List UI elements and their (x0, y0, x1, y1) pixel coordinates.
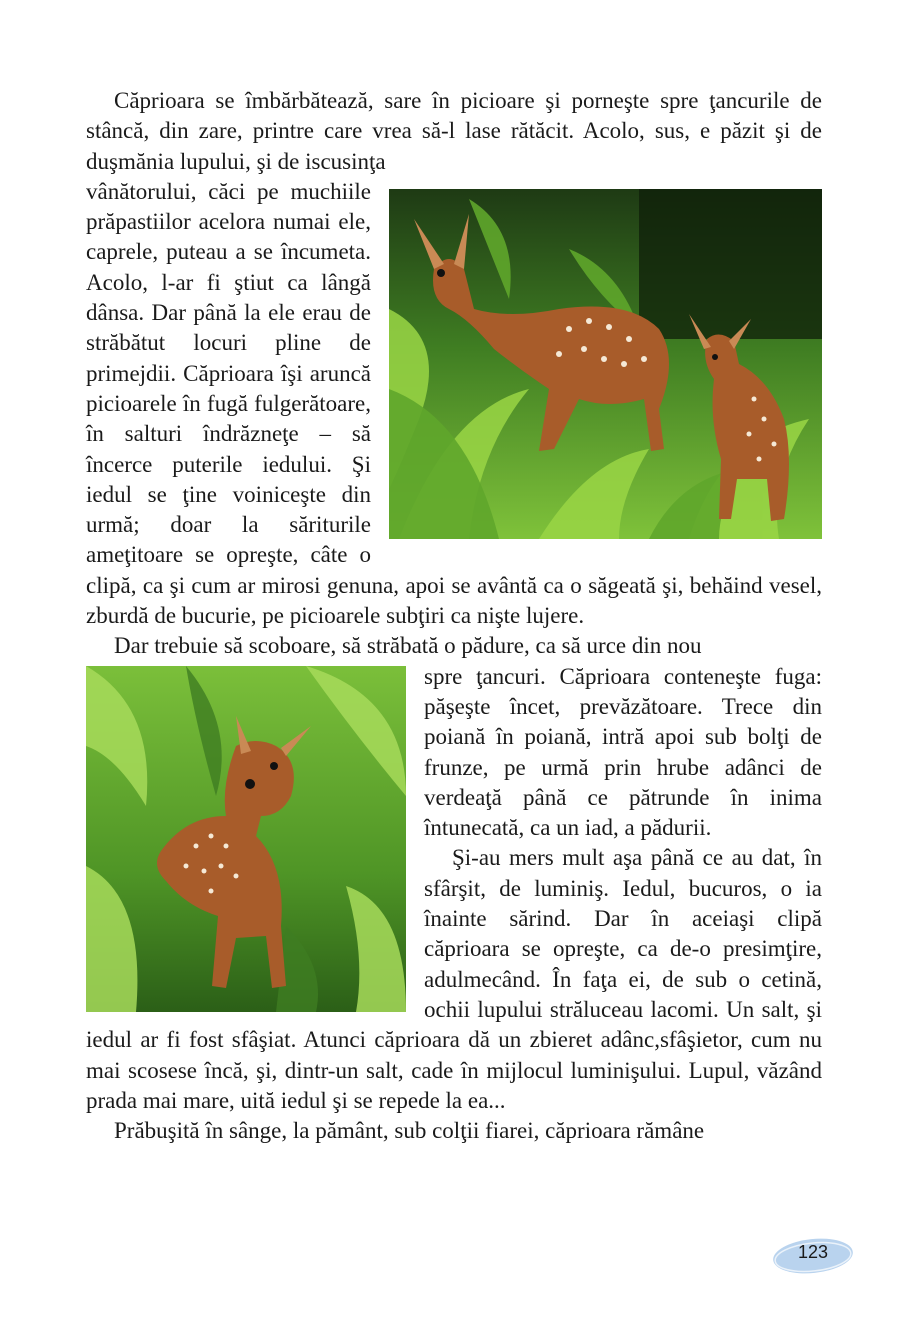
page-number-badge (772, 1236, 854, 1276)
fawn-image (86, 666, 406, 1012)
page-body (86, 86, 822, 1146)
paragraph-2-first-line: Dar trebuie să scoboare, să străbată o pădure, ca să urce din nou (114, 633, 702, 659)
paragraph-2-continued: spre ţancuri. Căprioara conteneşte fuga: păşeşte încet, prevăzătoare. Trece din poiană în poiană, intră apoi sub bolţi de frunze, pe urmă prin hrube adânci de verdeaţă până ce pătrunde în inima întunecată, ca un iad, a pădurii. (424, 663, 822, 841)
two-fawns-photo (389, 189, 822, 539)
paragraph-3: Şi-au mers mult aşa până ce au dat, în sfârşit, de luminiş. Iedul, bucuros, o ia înainte sărind. Dar în aceiaşi clipă căprioara se opreşte, ca de-o presimţire, adulmecând. În faţa ei, de sub o cetină, ochii lupului străluceau lacomi. Un salt, şi iedul ar fi fost sfâşiat. Atunci căprioara dă un zbieret adânc,sfâşietor, cum nu mai scosese încă, şi, dintr-un salt, cade în mijlocul luminişului. Lupul, văzând prada mai mare, uită iedul şi se repede la ea... (86, 845, 822, 1113)
page-number: 123 (797, 1242, 829, 1262)
paragraph-4: Prăbuşită în sânge, la pământ, sub colţii fiarei, căprioara rămâne (114, 1118, 705, 1144)
two-fawns-image (389, 189, 822, 539)
paragraph-1-intro: Căprioara se îmbărbătează, sare în picioare şi porneşte spre ţancurile de stâncă, din zare, printre care vrea să-l lase rătăcit. Acolo, sus, e păzit şi de duşmănia lupului, şi de iscusinţa (86, 88, 822, 174)
fawn-photo (86, 666, 406, 1012)
paragraph-1-continued: vânătorului, căci pe muchiile prăpastiilor acelora numai ele, caprele, puteau a se încumeta. Acolo, l-ar fi ştiut ca lângă dânsa. Dar până la ele erau de străbătut locuri pline de primejdii. Căprioara îşi aruncă picioarele în fugă fulgerătoare, în salturi îndrăzneţe – să încerce puterile iedului. Şi iedul se ţine voiniceşte din urmă; doar la săriturile ameţitoare se opreşte, câte o clipă, ca şi cum ar mirosi genuna, apoi se avântă ca o săgeată şi, behăind vesel, zburdă de bucurie, pe picioarele subţiri ca nişte lujere. (86, 178, 822, 629)
